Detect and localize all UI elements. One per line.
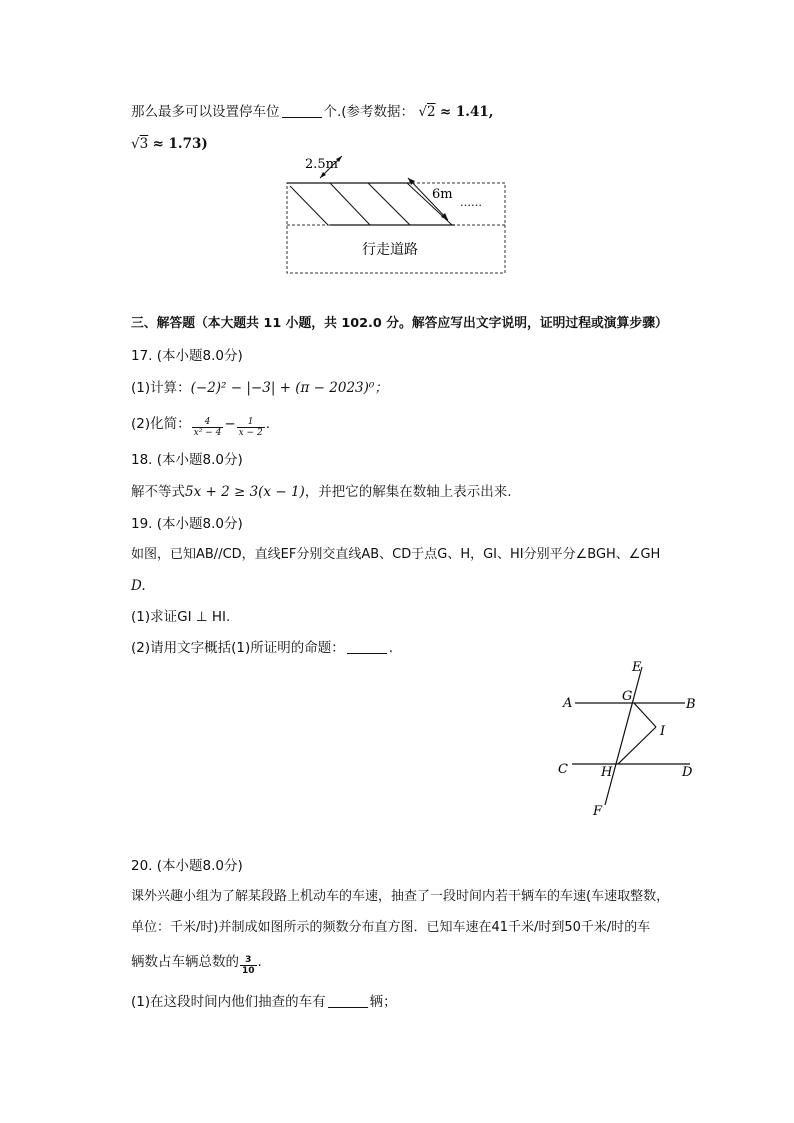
q19-header: 19. (本小题8.0分) [131, 516, 243, 532]
q16-text-after: 个.(参考数据： [323, 104, 415, 120]
q16-answer-blank [282, 103, 322, 118]
parking-slant-3 [368, 183, 410, 225]
q18-inequality: 5x + 2 ≥ 3(x − 1) [185, 484, 305, 500]
sqrt2-value: 2 [426, 104, 436, 120]
q20-part1-before: (1)在这段时间内他们抽查的车有 [131, 994, 326, 1010]
q20-part1-after: 辆； [369, 994, 397, 1010]
q16-text-before: 那么最多可以设置停车位 [131, 104, 280, 120]
q19-answer-blank [347, 639, 387, 654]
segment-hi [618, 727, 656, 764]
label-c: C [558, 762, 568, 777]
label-d: D [682, 765, 693, 780]
q19-part1: (1)求证GI ⊥ HI. [131, 609, 231, 625]
q17-frac1-num: 4 [192, 417, 224, 428]
q16-line1 [131, 102, 493, 122]
q19-line1: 如图，已知AB//CD，直线EF分别交直线AB、CD于点G、H，GI、HI分别平分∠BGH、∠GH [131, 547, 661, 562]
road-label: 行走道路 [362, 242, 418, 258]
sqrt-symbol: √ [418, 104, 427, 120]
q17-header: 17. (本小题8.0分) [131, 348, 243, 364]
geometry-diagram [550, 655, 710, 825]
q20-line3-before: 辆数占车辆总数的 [131, 954, 239, 970]
sqrt3-value: 3 [139, 136, 149, 152]
width-label: 2.5m [305, 157, 339, 172]
q18-header: 18. (本小题8.0分) [131, 452, 243, 468]
label-h: H [601, 765, 613, 780]
q20-frac-num: 3 [240, 955, 257, 966]
q20-line1: 课外兴趣小组为了解某段路上机动车的车速，抽查了一段时间内若干辆车的车速(车速取整数， [131, 889, 670, 904]
approx-1: ≈ 1.41, [439, 104, 494, 120]
label-f: F [593, 804, 603, 819]
q20-fraction [240, 955, 257, 976]
section3-title: 三、解答题（本大题共 11 小题，共 102.0 分。解答应写出文字说明，证明过程或演算步骤） [131, 316, 668, 331]
label-g: G [622, 689, 633, 704]
q17-part2-label: (2)化简： [131, 416, 191, 432]
parking-slant-2 [330, 183, 370, 225]
parking-diagram [280, 150, 515, 280]
q19-part2-before: (2)请用文字概括(1)所证明的命题： [131, 640, 345, 656]
dots-label: …… [460, 196, 482, 209]
q18-text-before: 解不等式 [131, 484, 185, 500]
q19-part2 [131, 638, 393, 658]
q20-part1 [131, 992, 397, 1012]
q20-line3 [131, 952, 262, 976]
q20-header: 20. (本小题8.0分) [131, 858, 243, 874]
line-ef [605, 667, 642, 805]
label-e: E [632, 660, 642, 675]
length-label: 6m [432, 187, 453, 202]
segment-gi [634, 703, 656, 727]
q17-part2 [131, 414, 270, 438]
q20-answer-blank [328, 993, 368, 1008]
q17-part1 [131, 378, 388, 398]
q17-frac1-den: x² − 4 [193, 428, 222, 438]
q18-body [131, 482, 512, 502]
q17-part1-expr: (−2)² − |−3| + (π − 2023)⁰； [190, 380, 388, 396]
label-b: B [686, 697, 696, 712]
q20-line3-after: . [257, 954, 262, 970]
sqrt-symbol-2: √ [131, 136, 140, 152]
approx-2: ≈ 1.73) [152, 136, 208, 152]
label-i: I [660, 724, 666, 739]
q17-part1-label: (1)计算： [131, 380, 191, 396]
q17-part2-end: . [265, 416, 270, 432]
q17-frac2-den: x − 2 [238, 428, 263, 438]
label-a: A [563, 696, 573, 711]
q17-fraction-2 [237, 417, 265, 438]
q18-text-after: ，并把它的解集在数轴上表示出来. [304, 484, 512, 500]
q19-line2: D. [131, 578, 146, 594]
q20-line2: 单位：千米/时)并制成如图所示的频数分布直方图．已知车速在41千米/时到50千米/时的车 [131, 920, 651, 935]
q17-fraction-1 [192, 417, 224, 438]
parking-slant-1 [290, 186, 328, 225]
q17-frac2-num: 1 [237, 417, 265, 428]
q16-line2 [131, 134, 208, 154]
q20-frac-den: 10 [242, 966, 255, 976]
q17-minus: − [224, 416, 236, 432]
q19-part2-after: . [388, 640, 394, 656]
